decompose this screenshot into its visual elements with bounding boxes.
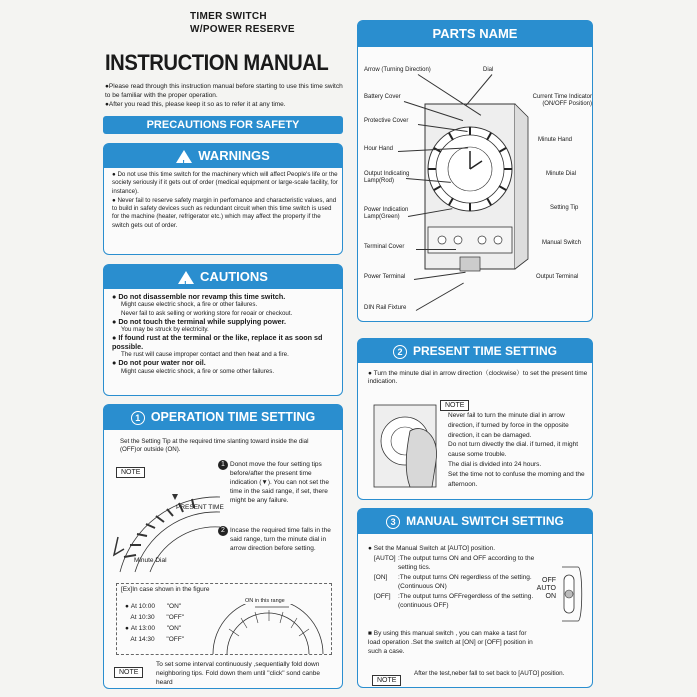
step-2-text: Incase the required time falls in the said range, turn the minute dial in arrow direction before setting. (230, 527, 331, 552)
note-line: The dial is divided into 24 hours. (448, 460, 542, 468)
parts-title: PARTS NAME (358, 21, 592, 47)
note-label: NOTE (116, 467, 145, 478)
on-range-label: ON in this range (245, 598, 285, 604)
present-time-panel (357, 338, 593, 500)
hand-turning-dial-drawing (370, 401, 448, 491)
manual-extra: ■ By using this manual switch , you can make a tast for load operation .Set the switch at [ON] or [OFF] position in such a case. (368, 630, 533, 655)
present-time-label: PRESENT TIME (176, 504, 224, 511)
note-label-2: NOTE (114, 667, 143, 678)
manual-switch-title (358, 509, 592, 534)
caution-head: ● Do not pour water nor oil. (112, 358, 206, 368)
main-title: INSTRUCTION MANUAL (105, 50, 329, 75)
intro-line: ●After you read this, please keep it so as to refer it at any time. (105, 101, 286, 108)
note-label-4: NOTE (372, 675, 401, 686)
caution-body: Never fail to ask selling or working store for reoair or checkout. (121, 309, 293, 317)
part-label: Minute Hand (538, 137, 573, 143)
part-label: Output Indicating Lamp(Rod) (364, 171, 410, 184)
manual-note-text: After the test,neber fall to set back to [AUTO] position. (414, 670, 565, 677)
present-time-title-text: PRESENT TIME SETTING (412, 344, 557, 358)
present-time-intro: ● Turn the minute dial in arrow direction（clockwise）to set the present time indication. (368, 370, 588, 386)
caution-head: ● Do not disassemble nor revamp this time switch. (112, 292, 286, 301)
switch-label-off: OFF (542, 577, 556, 584)
manual-switch-title-text: MANUAL SWITCH SETTING (406, 514, 564, 528)
part-label: Hour Hand (364, 146, 394, 152)
mode-row: [AUTO] :The output turns ON and OFF according to the setting tics. (374, 555, 535, 571)
switch-position-labels (534, 577, 556, 601)
example-row: At 14:30 "OFF" (130, 636, 185, 643)
step-2-badge: 2 (218, 526, 228, 536)
example-dial-icon (209, 604, 327, 654)
warnings-panel (103, 143, 343, 255)
cautions-title-text: CAUTIONS (200, 269, 268, 284)
operation-title-text: OPERATION TIME SETTING (150, 410, 316, 424)
switch-label-on: ON (545, 593, 556, 600)
step-number-icon: 2 (393, 345, 407, 359)
part-label: Arrow (Turning Direction) (364, 67, 431, 73)
intro-line: ●Please read through this instruction manual before starting to use this time switch to be familiar with the proper operation. (105, 83, 343, 99)
cautions-title (104, 265, 342, 289)
part-label: Power Terminal (364, 274, 406, 280)
note-line: Do not turn divectly the dial. if turned, it might cause some trouble. (448, 441, 579, 459)
setting-dial-diagram (110, 477, 235, 577)
header-line-2: W/POWER RESERVE (190, 24, 295, 35)
present-time-notes (448, 411, 586, 489)
mode-row: [OFF] :The output turns OFFregerdless of the setting. (continuous OFF) (374, 593, 534, 609)
caution-body: Might cause electric shock, a fire or other failures. (121, 301, 258, 309)
note-line: Set the time not to confuse the moming and the afternoon. (448, 470, 585, 488)
manual-modes (374, 555, 538, 610)
example-box (116, 583, 332, 655)
part-label: Battery Cover (364, 94, 401, 100)
warning-item: ● Do not use this time switch for the machinery which will affect People's life or the society seriously if it gets out of order (medical equipment or large-scale facility, for instance). (112, 171, 338, 195)
header-small-title (190, 10, 295, 36)
step-1-text: Donot move the four setting tips before/after the present time indication (▼). You can not set the time in the said range, if set, there might be any failure. (230, 461, 329, 504)
manual-switch-icon (558, 563, 586, 625)
minute-dial-label: Minute Dial (134, 557, 167, 564)
warnings-list (112, 171, 338, 230)
manual-switch-panel (357, 508, 593, 688)
operation-title (104, 405, 342, 430)
cautions-list (112, 293, 338, 376)
part-label: Current Time Indicator (ON/OFF Position) (532, 94, 592, 107)
step-1-badge: 1 (218, 460, 228, 470)
mode-row: [ON] :The output turns ON regerdless of the setting. (Continuous ON) (374, 574, 532, 590)
warning-triangle-icon (176, 150, 192, 163)
cautions-panel (103, 264, 343, 396)
caution-triangle-icon (178, 271, 194, 284)
caution-body: The rust will cause improper contact and then heat and a fire. (121, 351, 289, 359)
example-list (125, 601, 184, 645)
header-line-1: TIMER SWITCH (190, 11, 267, 22)
part-label: Output Terminal (536, 274, 579, 280)
part-label-dial: Dial (483, 67, 494, 73)
example-title: [Ex]In case shown in the figure (121, 586, 210, 593)
step-number-icon: 3 (386, 515, 400, 529)
caution-body: You may be struck by electricity. (121, 326, 209, 334)
warnings-title-text: WARNINGS (198, 148, 270, 163)
part-label: Minute Dial (546, 171, 577, 177)
part-label: Manual Switch (542, 240, 582, 246)
operation-step-2 (221, 526, 340, 553)
caution-head: ● Do not touch the terminal while supplying power. (112, 316, 287, 326)
part-label: Protective Cover (364, 118, 409, 124)
warning-item: ● Never fail to reserve safety margin in perfomance and characteristic values, and to build in safety devices such as redundant circuit when this time switch is used for the machine (heater, refrigerator etc.) which may affect the property if the switch gets out of order. (112, 196, 337, 229)
step-number-icon: 1 (131, 411, 145, 425)
parts-panel (357, 20, 593, 322)
caution-body: Might cause electric shock, a fire or some other failures. (121, 367, 275, 375)
operation-step-1 (221, 460, 340, 505)
note-label-3: NOTE (440, 400, 469, 411)
operation-note-text: To set some interval continuously ,sequentially fold down neighboring tips. Fold down them until "click" sond canbe heard (156, 661, 320, 686)
part-label: DIN Rail Fixture (364, 305, 407, 311)
note-line: Never fail to turn the minute dial in arrow direction, if turned by force in the opposite direction, it can be damaged. (448, 412, 569, 439)
precautions-title-bar: PRECAUTIONS FOR SAFETY (103, 116, 343, 134)
switch-label-auto: AUTO (536, 585, 556, 592)
example-row: ● At 10:00 "ON" (125, 603, 182, 610)
warnings-title (104, 144, 342, 168)
operation-panel (103, 404, 343, 689)
present-time-title (358, 339, 592, 363)
part-label: Terminal Cover (364, 244, 405, 250)
part-label: Setting Tip (550, 205, 579, 211)
caution-head: ● If found rust at the terminal or the like, replace it as soon sd possible. (112, 333, 323, 351)
example-row: At 10:30 "OFF" (130, 614, 185, 621)
operation-intro: Set the Setting Tip at the required time slanting toward inside the dial (OFF)or outside (ON). (120, 438, 309, 454)
intro-text (105, 82, 345, 109)
example-row: ● At 13:00 "ON" (125, 625, 182, 632)
manual-intro: ● Set the Manual Switch at [AUTO] position. (368, 545, 496, 552)
part-label: Power Indication Lamp(Green) (364, 207, 409, 220)
